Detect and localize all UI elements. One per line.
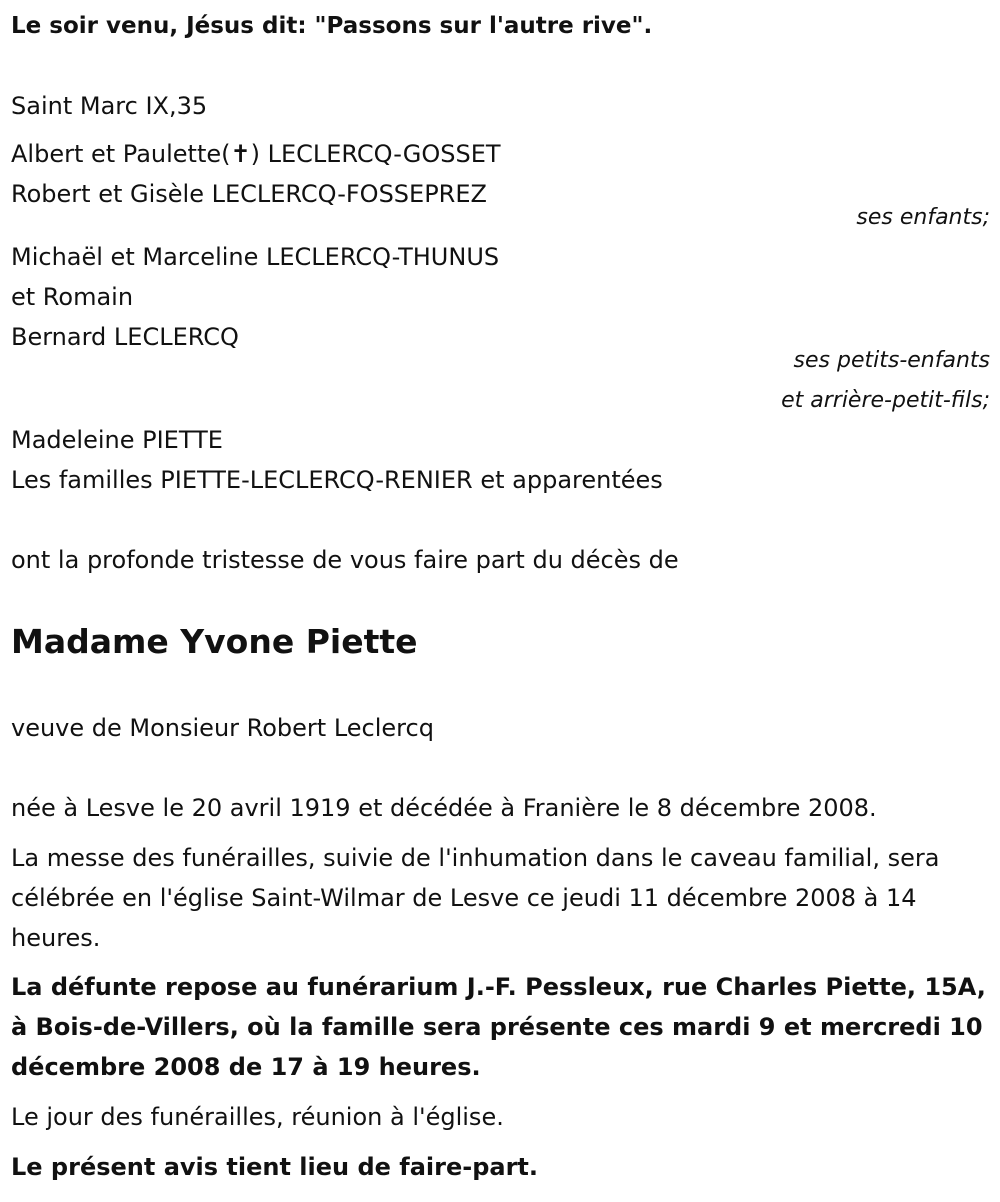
child-line-1: Albert et Paulette(✝) LECLERCQ-GOSSET (11, 140, 501, 168)
meeting: Le jour des funérailles, réunion à l'église. (11, 1103, 504, 1131)
opening-quote: Le soir venu, Jésus dit: "Passons sur l'autre rive". (11, 13, 653, 39)
child-line-2: Robert et Gisèle LECLERCQ-FOSSEPREZ (11, 180, 487, 208)
grandchild-line-1: Michaël et Marceline LECLERCQ-THUNUS (11, 243, 500, 271)
grandchild-line-2: et Romain (11, 283, 134, 311)
grandchild-line-3: Bernard LECLERCQ (11, 323, 239, 351)
notice: Le présent avis tient lieu de faire-part. (11, 1153, 539, 1181)
family-line-2: Les familles PIETTE-LECLERCQ-RENIER et apparentées (11, 466, 663, 494)
quote-reference: Saint Marc IX,35 (11, 92, 208, 120)
children-label: ses enfants; (856, 205, 990, 230)
visitation: La défunte repose au funérarium J.-F. Pessleux, rue Charles Piette, 15A, à Bois-de-Villers, où la famille sera présente ces mardi 9 et mercredi 10 décembre 2008 de 17 à 19 heures. (11, 973, 986, 1081)
family-line-1: Madeleine PIETTE (11, 426, 223, 454)
birth-death: née à Lesve le 20 avril 1919 et décédée à Franière le 8 décembre 2008. (11, 794, 877, 822)
widow-of: veuve de Monsieur Robert Leclercq (11, 714, 434, 742)
grandchildren-label-2: et arrière-petit-fils; (781, 388, 990, 413)
announcement: ont la profonde tristesse de vous faire part du décès de (11, 546, 679, 574)
deceased-name: Madame Yvone Piette (11, 622, 418, 661)
funeral-mass: La messe des funérailles, suivie de l'inhumation dans le caveau familial, sera célébrée en l'église Saint-Wilmar de Lesve ce jeudi 11 décembre 2008 à 14 heures. (11, 844, 940, 952)
grandchildren-label-1: ses petits-enfants (793, 348, 990, 373)
